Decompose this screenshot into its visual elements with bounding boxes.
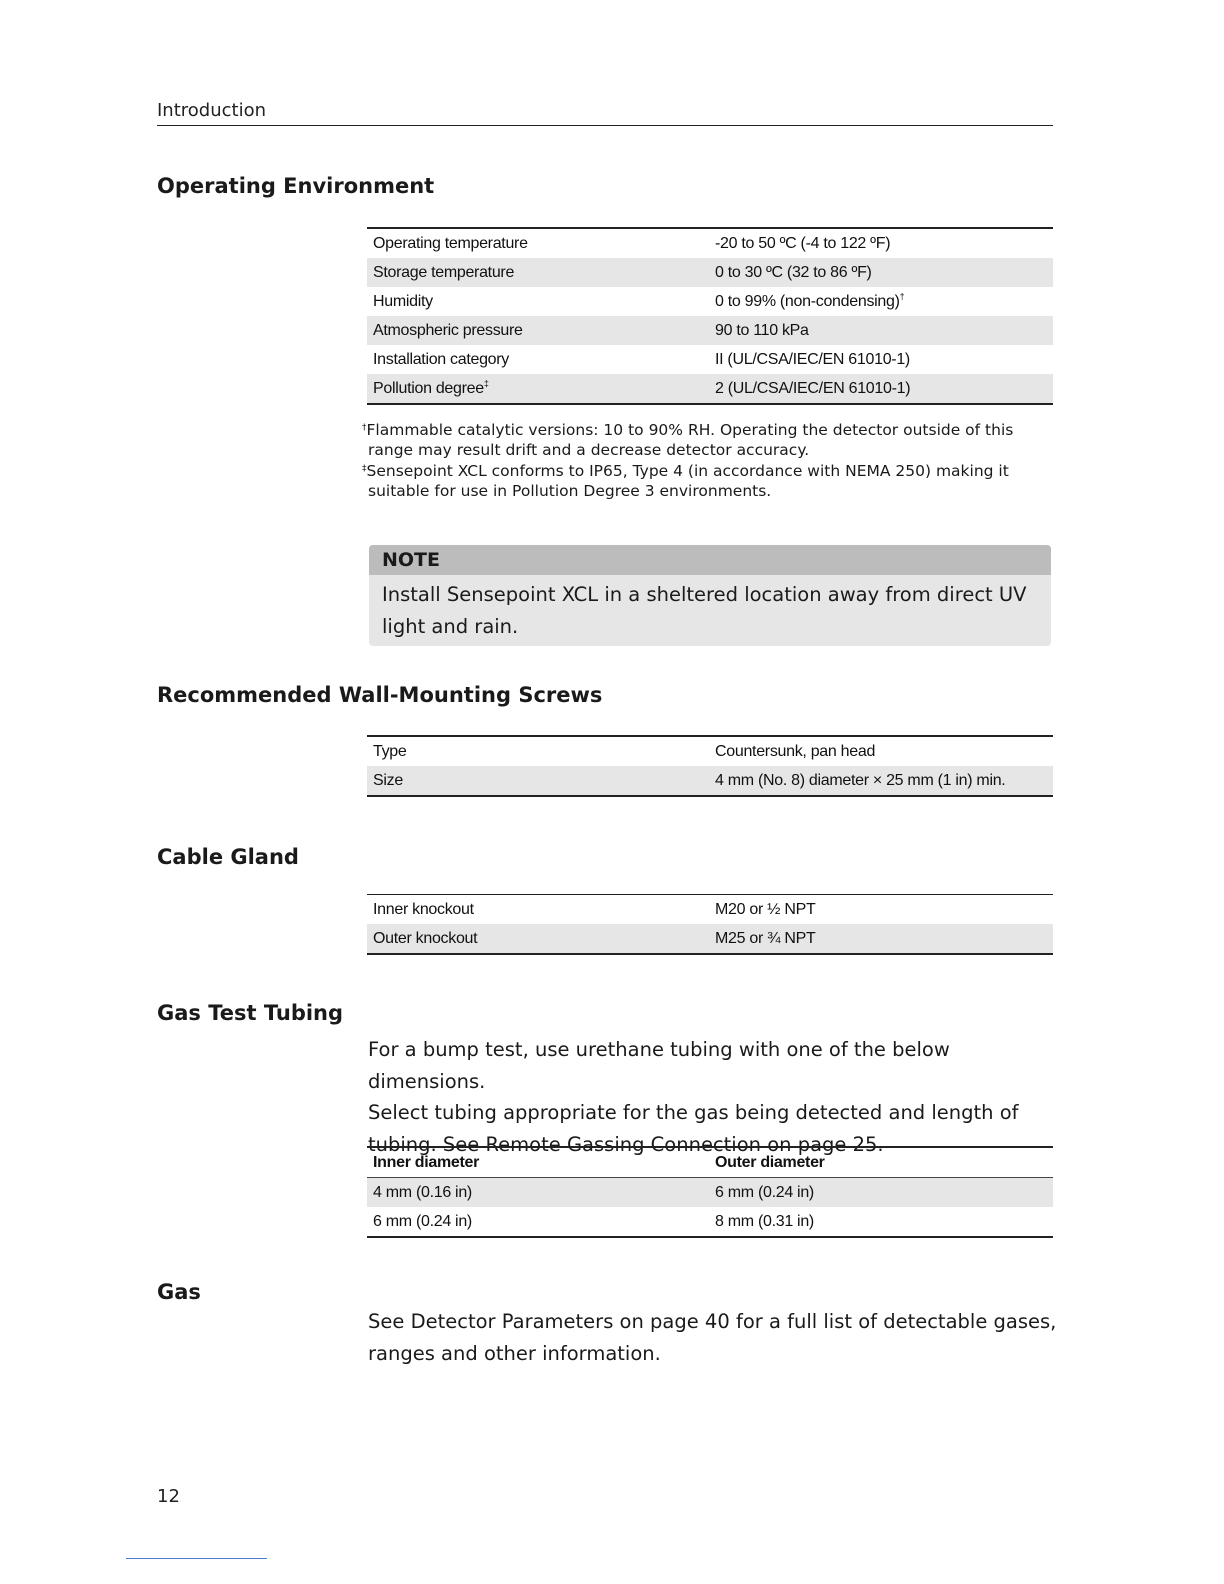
row-label: Outer knockout [367,924,709,954]
tubing-table [367,1146,1053,1238]
heading-wall-mounting-screws: Recommended Wall-Mounting Screws [157,683,603,707]
row-value: 90 to 110 kPa [709,316,1053,345]
footnote-text: Sensepoint XCL conforms to IP65, Type 4 (in accordance with NEMA 250) making it [366,462,1009,480]
table-row [367,1207,1053,1237]
footer-divider [126,1558,267,1559]
row-value: -20 to 50 ºC (-4 to 122 ºF) [715,234,891,252]
paragraph-line: For a bump test, use urethane tubing with one of the below dimensions. [368,1038,950,1093]
row-value: 0 to 30 ºC (32 to 86 ºF) [709,258,1053,287]
column-header: Inner diameter [367,1147,709,1178]
table-row [367,258,1053,287]
heading-gas-test-tubing: Gas Test Tubing [157,1001,344,1025]
row-value: II (UL/CSA/IEC/EN 61010-1) [715,350,910,368]
footnote-humidity [362,420,1062,460]
footnote-mark: † [899,291,905,302]
table-row [367,345,1053,374]
table-row [367,924,1053,954]
paragraph-line: See Detector Parameters on page 40 for a full list of detectable gases, [368,1310,1057,1333]
table-cell: 6 mm (0.24 in) [709,1178,1053,1208]
paragraph-line: tubing. See Remote Gassing Connection on page 25. [368,1132,884,1156]
row-label-text: Pollution degree [373,379,484,397]
running-header: Introduction [157,100,1053,126]
wall-screws-table [367,735,1053,797]
heading-gas: Gas [157,1280,201,1304]
note-line: light and rain. [382,615,519,638]
heading-operating-environment: Operating Environment [157,174,435,198]
note-box [369,545,1051,646]
table-row [367,316,1053,345]
row-label: Inner knockout [373,900,474,918]
footnote-mark: ‡ [483,378,489,389]
table-row [367,228,1053,258]
row-label: Operating temperature [373,234,528,252]
table-header-row [367,1147,1053,1178]
note-text [369,575,1051,643]
note-label: NOTE [369,545,1051,575]
row-value: M25 or ¾ NPT [709,924,1053,954]
footnote-pollution [362,461,1062,501]
table-row [367,374,1053,404]
page-number: 12 [157,1486,180,1507]
gas-paragraph [368,1306,1058,1369]
footnote-mark: † [362,423,367,433]
heading-cable-gland: Cable Gland [157,845,299,869]
cable-gland-table [367,894,1053,955]
table-row [367,287,1053,316]
row-label: Installation category [373,350,510,368]
table-row [367,736,1053,766]
table-cell: 6 mm (0.24 in) [373,1212,472,1230]
column-header: Outer diameter [709,1147,1053,1178]
row-value: M20 or ½ NPT [715,900,816,918]
row-value: 4 mm (No. 8) diameter × 25 mm (1 in) min. [709,766,1053,796]
row-value: Countersunk, pan head [715,742,876,760]
footnote-text: Flammable catalytic versions: 10 to 90% RH. Operating the detector outside of this [366,421,1014,439]
row-label: Type [373,742,407,760]
row-label: Atmospheric pressure [367,316,709,345]
table-row [367,895,1053,925]
row-label: Humidity [373,292,433,310]
row-label [367,374,709,404]
operating-environment-table [367,227,1053,405]
table-cell: 8 mm (0.31 in) [715,1212,814,1230]
paragraph-line: Select tubing appropriate for the gas being detected and length of [368,1101,1019,1124]
footnote-text: suitable for use in Pollution Degree 3 environments. [368,482,772,500]
table-row [367,766,1053,796]
paragraph-line: ranges and other information. [368,1341,661,1365]
gas-test-tubing-paragraph [368,1034,1058,1160]
note-line: Install Sensepoint XCL in a sheltered location away from direct UV [382,583,1027,606]
row-label: Size [367,766,709,796]
row-value-text: 0 to 99% (non-condensing) [715,292,900,310]
row-value [709,287,1053,316]
table-row [367,1178,1053,1208]
row-label: Storage temperature [367,258,709,287]
row-value: 2 (UL/CSA/IEC/EN 61010-1) [709,374,1053,404]
footnote-mark: ‡ [362,464,367,474]
table-cell: 4 mm (0.16 in) [367,1178,709,1208]
footnote-text: range may result drift and a decrease detector accuracy. [368,441,810,459]
